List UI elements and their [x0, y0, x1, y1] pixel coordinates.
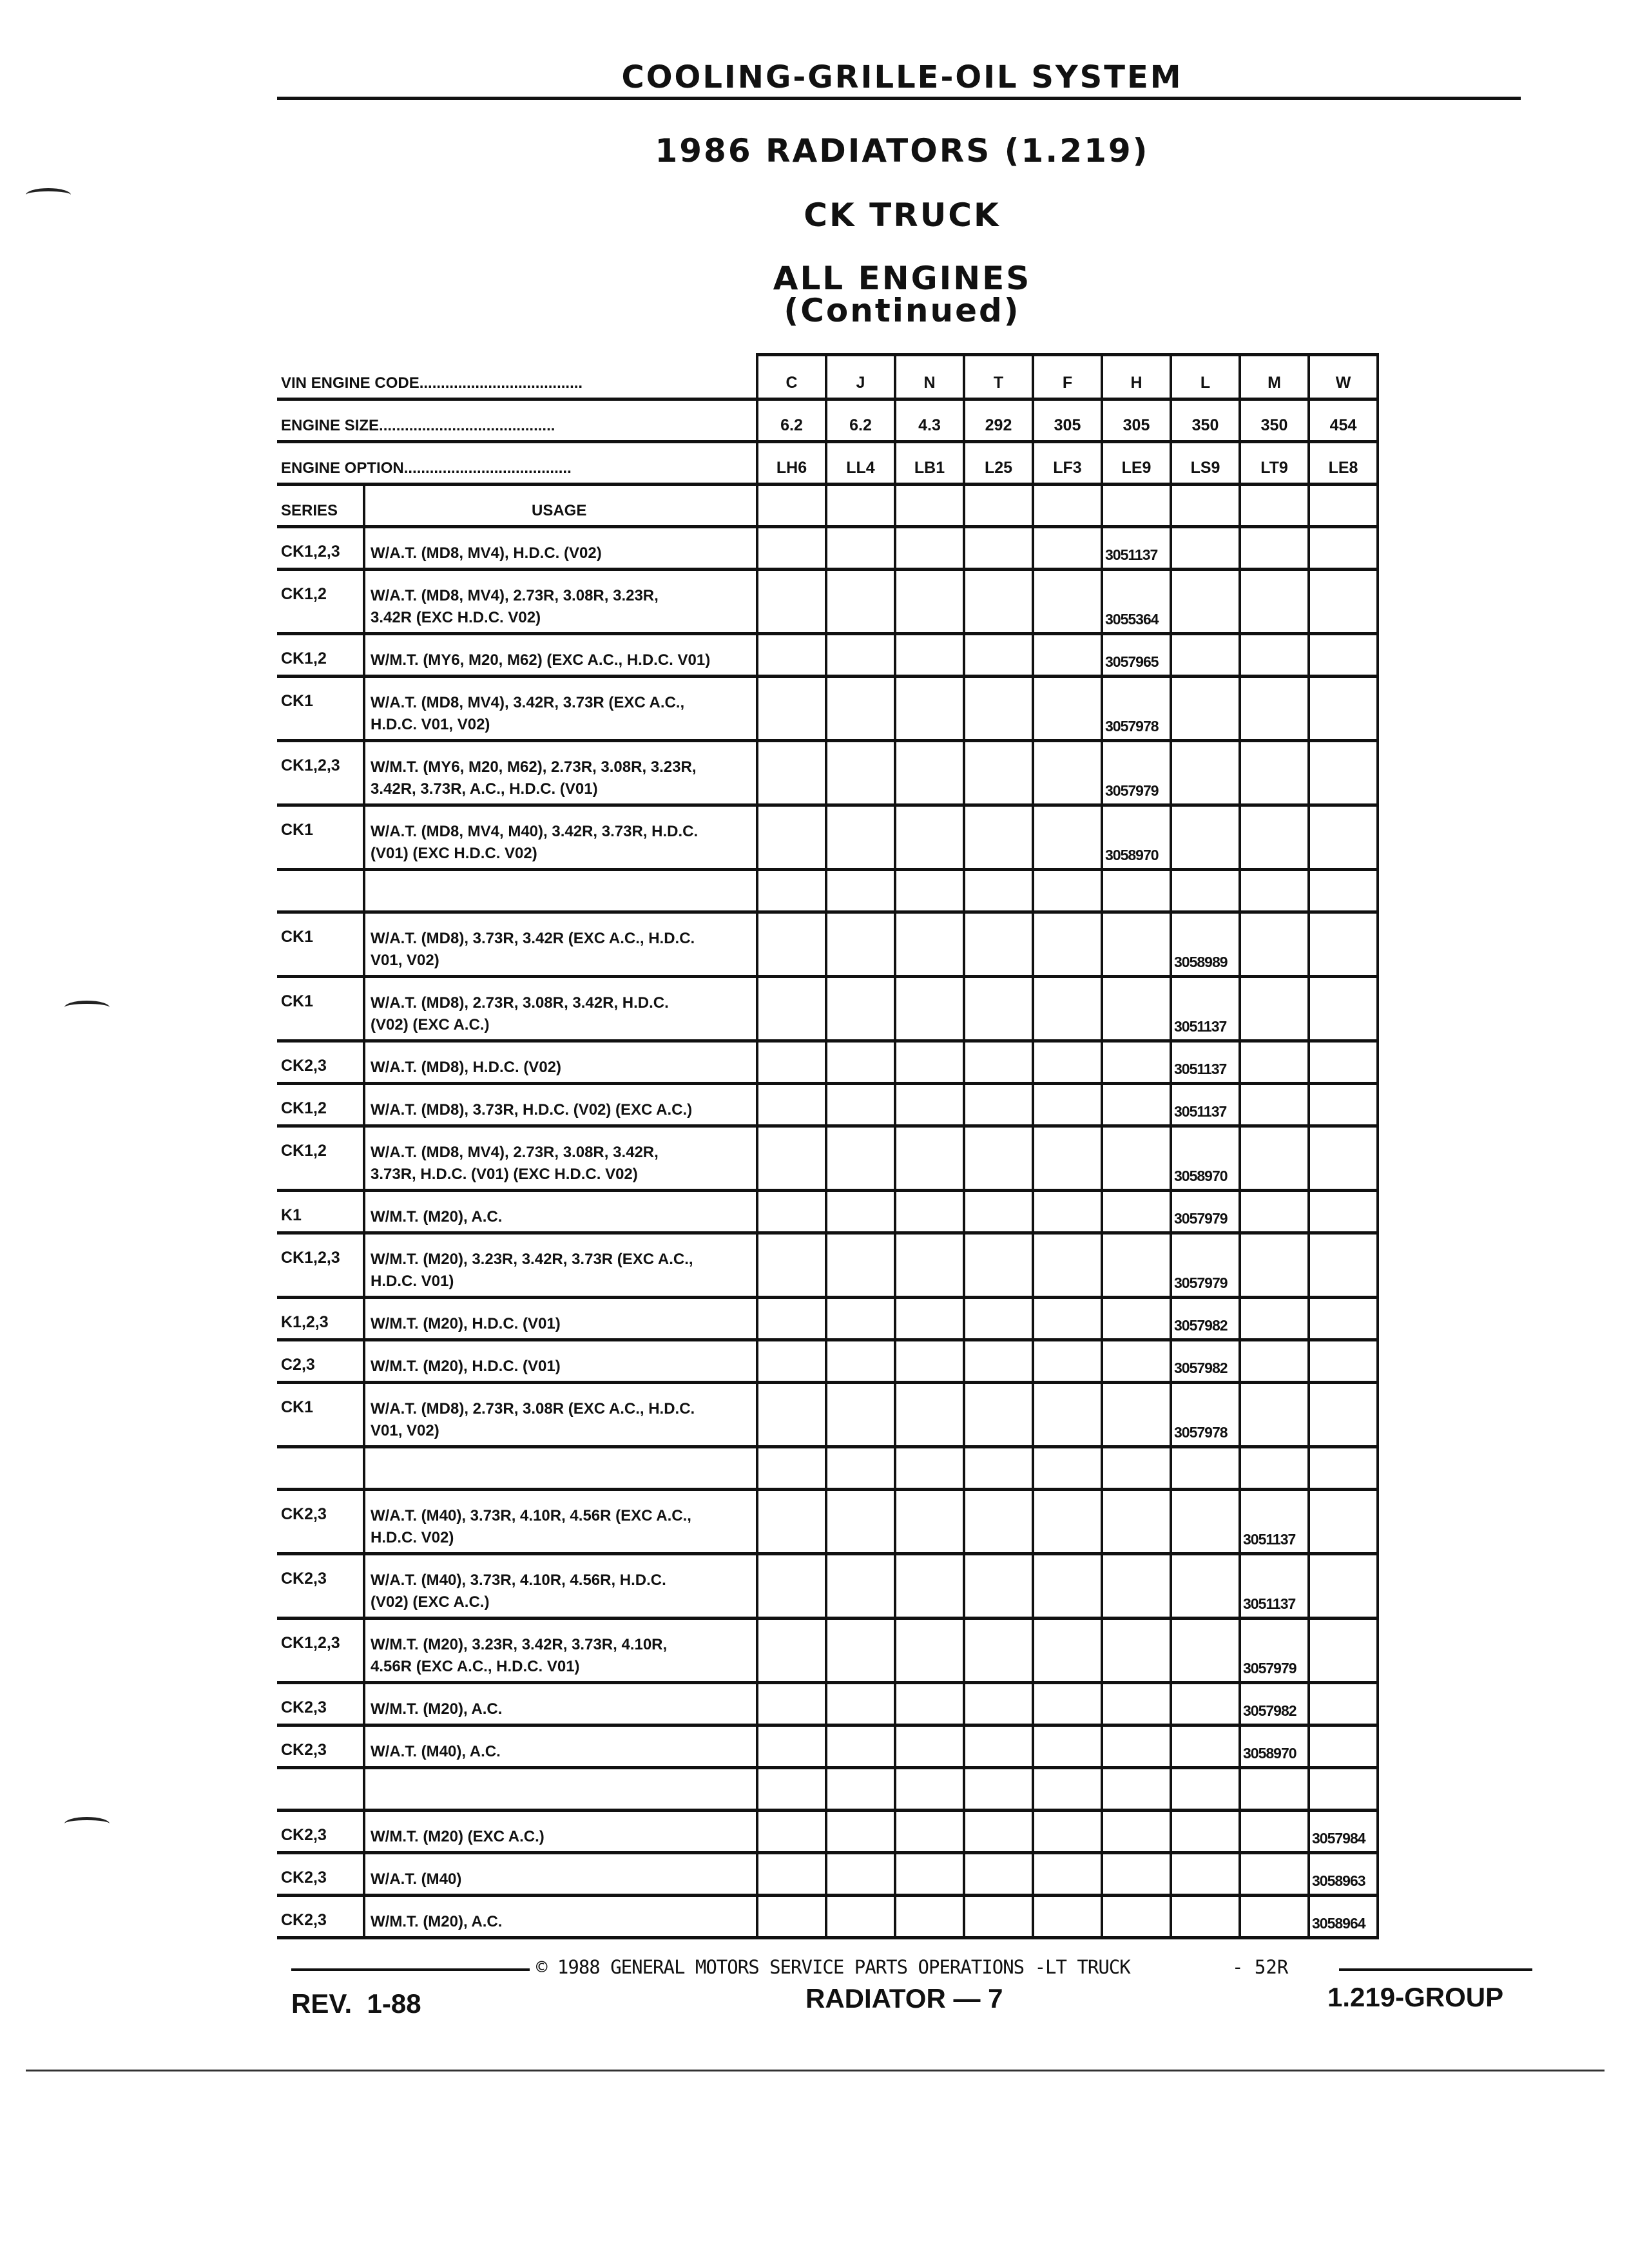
table-row	[277, 1043, 1378, 1085]
engine-size: 6.2	[849, 416, 872, 434]
column-divider	[756, 353, 758, 1939]
engine-code-cell	[1033, 358, 1102, 398]
table-row	[277, 1299, 1378, 1341]
engine-code: W	[1335, 374, 1351, 392]
series-cell: CK2,3	[281, 1826, 327, 1844]
usage-cell: W/M.T. (M20), A.C.	[371, 1700, 503, 1718]
part-number: 3055364	[1105, 611, 1159, 628]
margin-mark	[26, 188, 71, 202]
usage-cell: W/M.T. (MY6, M20, M62) (EXC A.C., H.D.C. V01)	[371, 651, 711, 669]
engine-option: LF3	[1053, 459, 1082, 477]
engine-code-cell	[1102, 358, 1171, 398]
engine-size-cell	[1309, 401, 1378, 440]
table-row	[277, 1684, 1378, 1727]
footer-rule-left	[291, 1968, 530, 1971]
series-divider	[363, 486, 365, 1939]
usage-cell: W/A.T. (MD8), 2.73R, 3.08R (EXC A.C., H.D.C. V01, V02)	[371, 1400, 695, 1439]
usage-cell: W/A.T. (M40)	[371, 1870, 462, 1888]
series-cell: CK1	[281, 928, 314, 946]
group-label: 1.219-GROUP	[1327, 1982, 1504, 2012]
column-divider	[1170, 353, 1172, 1939]
part-number: 3058970	[1243, 1745, 1296, 1762]
series-cell: CK2,3	[281, 1869, 327, 1887]
series-cell: C2,3	[281, 1356, 315, 1374]
engine-option-cell	[1240, 443, 1309, 483]
table-row	[277, 1555, 1378, 1620]
engine-size-cell	[826, 401, 895, 440]
engine-option-cell	[1309, 443, 1378, 483]
usage-cell: W/M.T. (M20) (EXC A.C.)	[371, 1828, 545, 1845]
engine-code: H	[1130, 374, 1142, 392]
table-top-rule	[757, 353, 1378, 356]
bottom-rule	[26, 2070, 1605, 2071]
engine-size: 305	[1123, 416, 1150, 434]
engine-size: 305	[1054, 416, 1081, 434]
engine-size-row	[277, 401, 1378, 443]
header-rule	[277, 97, 1521, 100]
engine-code-cell	[1309, 358, 1378, 398]
column-header-row	[277, 486, 1378, 528]
part-number: 3057982	[1174, 1360, 1228, 1376]
usage-cell: W/A.T. (MD8), 3.73R, 3.42R (EXC A.C., H.D.C. V01, V02)	[371, 930, 695, 969]
engine-option-cell	[895, 443, 964, 483]
series-cell: CK1	[281, 692, 314, 710]
engine-size-cell	[1240, 401, 1309, 440]
series-cell: CK1,2,3	[281, 1634, 340, 1652]
engine-option-cell	[826, 443, 895, 483]
spacer-row	[277, 871, 1378, 914]
series-cell: CK2,3	[281, 1911, 327, 1929]
table-row	[277, 978, 1378, 1043]
part-number: 3057979	[1105, 782, 1159, 799]
engine-size: 6.2	[780, 416, 803, 434]
table-row	[277, 1192, 1378, 1235]
part-number: 3058989	[1174, 954, 1228, 970]
engine-code-cell	[895, 358, 964, 398]
part-number: 3051137	[1243, 1595, 1296, 1612]
table-row	[277, 1235, 1378, 1299]
footer-center: RADIATOR — 7	[805, 1983, 1003, 2013]
engine-option: LH6	[776, 459, 807, 477]
usage-cell: W/A.T. (MD8, MV4), 2.73R, 3.08R, 3.23R, 3.42R (EXC H.D.C. V02)	[371, 587, 659, 626]
table-row	[277, 1128, 1378, 1192]
engine-option: LS9	[1190, 459, 1220, 477]
part-number: 3057982	[1174, 1317, 1228, 1334]
usage-cell: W/M.T. (M20), 3.23R, 3.42R, 3.73R, 4.10R, 4.56R (EXC A.C., H.D.C. V01)	[371, 1636, 668, 1675]
engine-size: 350	[1191, 416, 1219, 434]
table-row	[277, 1897, 1378, 1939]
footer-rule-right	[1339, 1968, 1532, 1971]
usage-cell: W/M.T. (M20), H.D.C. (V01)	[371, 1358, 561, 1375]
copyright: © 1988 GENERAL MOTORS SERVICE PARTS OPERATIONS -LT TRUCK	[536, 1956, 1130, 1978]
engine-code-cell	[826, 358, 895, 398]
series-cell: CK1,2	[281, 585, 327, 603]
usage-cell: W/A.T. (MD8, MV4), 3.42R, 3.73R (EXC A.C., H.D.C. V01, V02)	[371, 694, 685, 733]
part-number: 3051137	[1174, 1061, 1227, 1077]
table-row	[277, 914, 1378, 978]
engine-code: F	[1062, 374, 1073, 392]
column-divider	[894, 353, 896, 1939]
usage-cell: W/M.T. (MY6, M20, M62), 2.73R, 3.08R, 3.23R, 3.42R, 3.73R, A.C., H.D.C. (V01)	[371, 758, 697, 798]
engine-size-cell	[964, 401, 1033, 440]
engine-option: LL4	[846, 459, 875, 477]
header-label: VIN ENGINE CODE......................................	[281, 374, 583, 392]
header-label: ENGINE SIZE.........................................	[281, 417, 555, 434]
column-divider	[963, 353, 965, 1939]
engine-option-cell	[1102, 443, 1171, 483]
header-label: ENGINE OPTION.......................................	[281, 459, 572, 477]
usage-header: USAGE	[532, 502, 587, 519]
table-row	[277, 1620, 1378, 1684]
margin-mark	[64, 1817, 110, 1831]
table-row	[277, 1812, 1378, 1854]
table-row	[277, 1727, 1378, 1769]
engine-size: 4.3	[918, 416, 941, 434]
part-number: 3051137	[1243, 1531, 1296, 1548]
usage-cell: W/A.T. (MD8, MV4, M40), 3.42R, 3.73R, H.D.C. (V01) (EXC H.D.C. V02)	[371, 823, 699, 862]
usage-cell: W/M.T. (M20), 3.23R, 3.42R, 3.73R (EXC A.C., H.D.C. V01)	[371, 1251, 693, 1290]
revision: REV. 1-88	[291, 1988, 421, 2019]
table-row	[277, 1085, 1378, 1128]
usage-cell: W/A.T. (MD8, MV4), H.D.C. (V02)	[371, 544, 602, 562]
series-cell: CK1	[281, 1398, 314, 1416]
engine-option: LB1	[914, 459, 945, 477]
column-divider	[1032, 353, 1034, 1939]
series-cell: CK2,3	[281, 1741, 327, 1759]
section-title: COOLING-GRILLE-OIL SYSTEM	[621, 59, 1183, 95]
part-number: 3058970	[1105, 847, 1159, 863]
margin-mark	[64, 1001, 110, 1014]
column-divider	[825, 353, 827, 1939]
part-number: 3057979	[1243, 1660, 1296, 1677]
engine-code: L	[1200, 374, 1211, 392]
usage-cell: W/A.T. (MD8), H.D.C. (V02)	[371, 1059, 562, 1076]
series-cell: CK1	[281, 821, 314, 839]
table-row	[277, 1341, 1378, 1384]
table-row	[277, 678, 1378, 742]
engine-code: J	[856, 374, 865, 392]
table-row	[277, 1384, 1378, 1448]
table-row	[277, 1491, 1378, 1555]
engine-size: 292	[985, 416, 1012, 434]
part-number: 3057979	[1174, 1274, 1228, 1291]
series-cell: CK2,3	[281, 1570, 327, 1588]
part-number: 3057982	[1243, 1702, 1296, 1719]
part-number: 3057965	[1105, 653, 1159, 670]
engine-code: N	[923, 374, 936, 392]
engine-option: LT9	[1260, 459, 1288, 477]
part-number: 3057978	[1105, 718, 1159, 735]
engine-code: M	[1268, 374, 1281, 392]
engine-size-cell	[1033, 401, 1102, 440]
series-header: SERIES	[281, 502, 338, 519]
engine-size-cell	[895, 401, 964, 440]
table-row	[277, 742, 1378, 807]
spacer-row	[277, 1448, 1378, 1491]
usage-cell: W/M.T. (M20), A.C.	[371, 1208, 503, 1225]
engine-option: LE8	[1328, 459, 1358, 477]
engine-option: L25	[984, 459, 1013, 477]
engine-code: C	[786, 374, 798, 392]
column-divider	[1239, 353, 1241, 1939]
series-cell: CK1,2	[281, 649, 327, 668]
engine-code-cell	[1171, 358, 1240, 398]
series-cell: CK1,2,3	[281, 1249, 340, 1267]
series-cell: K1	[281, 1206, 302, 1224]
usage-cell: W/A.T. (MD8), 2.73R, 3.08R, 3.42R, H.D.C. (V02) (EXC A.C.)	[371, 994, 669, 1033]
series-cell: CK1,2,3	[281, 756, 340, 774]
engine-size-cell	[1102, 401, 1171, 440]
page-code: - 52R	[1232, 1956, 1289, 1978]
engine-code: T	[993, 374, 1004, 392]
usage-cell: W/M.T. (M20), H.D.C. (V01)	[371, 1315, 561, 1332]
part-number: 3051137	[1174, 1103, 1227, 1120]
vehicle-title: CK TRUCK	[804, 197, 1001, 234]
part-number: 3058964	[1312, 1915, 1365, 1932]
table-row	[277, 571, 1378, 635]
usage-cell: W/A.T. (MD8), 3.73R, H.D.C. (V02) (EXC A.C.)	[371, 1101, 693, 1119]
series-cell: K1,2,3	[281, 1313, 329, 1331]
part-number: 3057978	[1174, 1424, 1228, 1441]
usage-cell: W/A.T. (M40), A.C.	[371, 1743, 501, 1760]
usage-cell: W/A.T. (M40), 3.73R, 4.10R, 4.56R, H.D.C. (V02) (EXC A.C.)	[371, 1571, 666, 1611]
vin-engine-code-row	[277, 358, 1378, 401]
engine-option-cell	[964, 443, 1033, 483]
series-cell: CK1,2	[281, 1142, 327, 1160]
usage-cell: W/M.T. (M20), A.C.	[371, 1913, 503, 1930]
engines-title: ALL ENGINES	[773, 260, 1032, 297]
engine-option-row	[277, 443, 1378, 486]
column-divider	[1307, 353, 1310, 1939]
engine-option-cell	[1171, 443, 1240, 483]
engine-option: LE9	[1121, 459, 1152, 477]
series-cell: CK1,2	[281, 1099, 327, 1117]
part-number: 3058963	[1312, 1872, 1365, 1889]
series-cell: CK1	[281, 992, 314, 1010]
column-divider	[1101, 353, 1103, 1939]
column-divider	[1376, 353, 1379, 1939]
engine-size-cell	[757, 401, 826, 440]
table-row	[277, 1854, 1378, 1897]
usage-cell: W/A.T. (M40), 3.73R, 4.10R, 4.56R (EXC A.C., H.D.C. V02)	[371, 1507, 691, 1546]
engine-option-cell	[1033, 443, 1102, 483]
part-number: 3058970	[1174, 1168, 1228, 1184]
engine-code-cell	[964, 358, 1033, 398]
series-cell: CK2,3	[281, 1698, 327, 1716]
engine-option-cell	[757, 443, 826, 483]
table-row	[277, 635, 1378, 678]
continued-label: (Continued)	[784, 292, 1021, 329]
engine-size-cell	[1171, 401, 1240, 440]
part-number: 3051137	[1174, 1018, 1227, 1035]
series-cell: CK1,2,3	[281, 543, 340, 561]
series-cell: CK2,3	[281, 1057, 327, 1075]
engine-size: 350	[1260, 416, 1288, 434]
part-number: 3057979	[1174, 1210, 1228, 1227]
engine-size: 454	[1329, 416, 1357, 434]
series-cell: CK2,3	[281, 1505, 327, 1523]
page-title: 1986 RADIATORS (1.219)	[655, 132, 1150, 169]
part-number: 3057984	[1312, 1830, 1365, 1847]
table-row	[277, 807, 1378, 871]
engine-code-cell	[1240, 358, 1309, 398]
engine-code-cell	[757, 358, 826, 398]
table-row	[277, 528, 1378, 571]
usage-cell: W/A.T. (MD8, MV4), 2.73R, 3.08R, 3.42R, 3.73R, H.D.C. (V01) (EXC H.D.C. V02)	[371, 1144, 659, 1183]
part-number: 3051137	[1105, 546, 1158, 563]
spacer-row	[277, 1769, 1378, 1812]
